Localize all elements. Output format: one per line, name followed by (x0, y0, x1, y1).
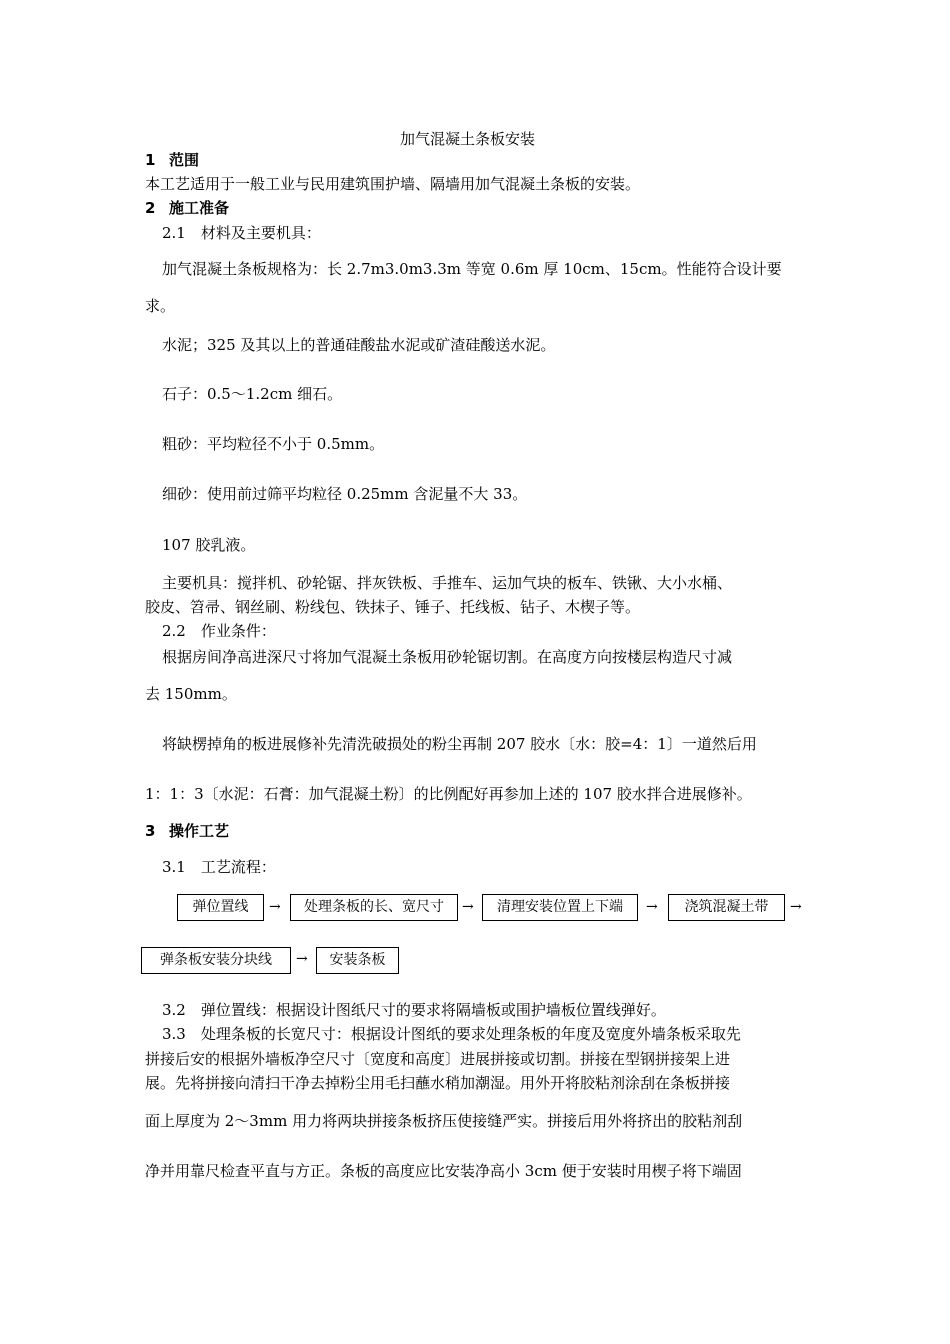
scope-paragraph: 本工艺适用于一般工业与民用建筑围护墙、隔墙用加气混凝土条板的安装。 (145, 175, 641, 193)
subsection-3-1: 3.1 工艺流程： (162, 858, 276, 876)
coarse-sand-item: 粗砂：平均粒径不小于 0.5mm。 (162, 435, 385, 453)
section-2-title: 施工准备 (169, 199, 230, 217)
subsection-2-2: 2.2 作业条件： (162, 622, 276, 640)
conditions-line-1: 根据房间净高进深尺寸将加气混凝土条板用砂轮锯切割。在高度方向按楼层构造尺寸减 (162, 648, 733, 666)
flow-arrow-1: → (269, 899, 281, 915)
flow-step-4: 浇筑混凝土带 (668, 894, 785, 921)
section-1-number: 1 (145, 151, 156, 169)
spec-line-1: 加气混凝土条板规格为：长 2.7m3.0m3.3m 等宽 0.6m 厚 10cm、15cm。性能符合设计要 (162, 260, 782, 278)
flow-arrow-4: → (790, 899, 802, 915)
section-2-heading (145, 198, 229, 218)
cement-item: 水泥；325 及其以上的普通硅酸盐水泥或矿渣硅酸送水泥。 (162, 336, 556, 354)
flow-step-1: 弹位置线 (177, 894, 264, 921)
subsection-3-2: 3.2 弹位置线：根据设计图纸尺寸的要求将隔墙板或围护墙板位置线弹好。 (162, 1001, 666, 1019)
subsection-3-3-line-1: 3.3 处理条板的长宽尺寸：根据设计图纸的要求处理条板的年度及宽度外墙条板采取先 (162, 1025, 741, 1043)
flow-step-2: 处理条板的长、宽尺寸 (290, 894, 458, 921)
flow-arrow-3: → (646, 899, 658, 915)
subsection-3-3-line-2: 拼接后安的根据外墙板净空尺寸〔宽度和高度〕进展拼接或切割。拼接在型钢拼接架上进 (145, 1050, 731, 1068)
spec-line-2: 求。 (145, 297, 176, 315)
subsection-3-3-line-5: 净并用靠尺检查平直与方正。条板的高度应比安装净高小 3cm 便于安装时用楔子将下端固 (145, 1162, 742, 1180)
flow-step-3: 清理安装位置上下端 (482, 894, 638, 921)
fine-sand-item: 细砂：使用前过筛平均粒径 0.25mm 含泥量不大 33。 (162, 485, 528, 503)
subsection-2-1: 2.1 材料及主要机具： (162, 224, 321, 242)
document-title: 加气混凝土条板安装 (400, 130, 536, 148)
section-3-title: 操作工艺 (169, 822, 230, 840)
latex-item: 107 胶乳液。 (162, 536, 256, 554)
section-3-heading (145, 821, 229, 841)
repair-line-1: 将缺楞掉角的板进展修补先清洗破损处的粉尘再制 207 胶水〔水：胶=4：1〕一道然后用 (162, 735, 757, 753)
flow-arrow-5: → (296, 951, 308, 967)
repair-line-2: 1：1：3〔水泥：石膏：加气混凝土粉〕的比例配好再参加上述的 107 胶水拌合进展修补。 (145, 785, 752, 803)
tools-line-1: 主要机具：搅拌机、砂轮锯、拌灰铁板、手推车、运加气块的板车、铁锹、大小水桶、 (162, 574, 733, 592)
subsection-3-3-line-4: 面上厚度为 2～3mm 用力将两块拼接条板挤压使接缝严实。拼接后用外将挤出的胶粘剂刮 (145, 1112, 743, 1130)
flow-arrow-2: → (462, 899, 474, 915)
section-3-number: 3 (145, 822, 156, 840)
section-2-number: 2 (145, 199, 156, 217)
section-1-title: 范围 (169, 151, 200, 169)
tools-line-2: 胶皮、笤帚、钢丝刷、粉线包、铁抹子、锤子、托线板、钻子、木楔子等。 (145, 598, 641, 616)
flow-step-6: 安装条板 (316, 947, 399, 974)
flow-step-5: 弹条板安装分块线 (141, 947, 291, 974)
section-1-heading (145, 150, 199, 170)
stone-item: 石子：0.5～1.2cm 细石。 (162, 385, 343, 403)
conditions-line-2: 去 150mm。 (145, 685, 237, 703)
subsection-3-3-line-3: 展。先将拼接向清扫干净去掉粉尘用毛扫蘸水稍加潮湿。用外开将胶粘剂涂刮在条板拼接 (145, 1074, 731, 1092)
